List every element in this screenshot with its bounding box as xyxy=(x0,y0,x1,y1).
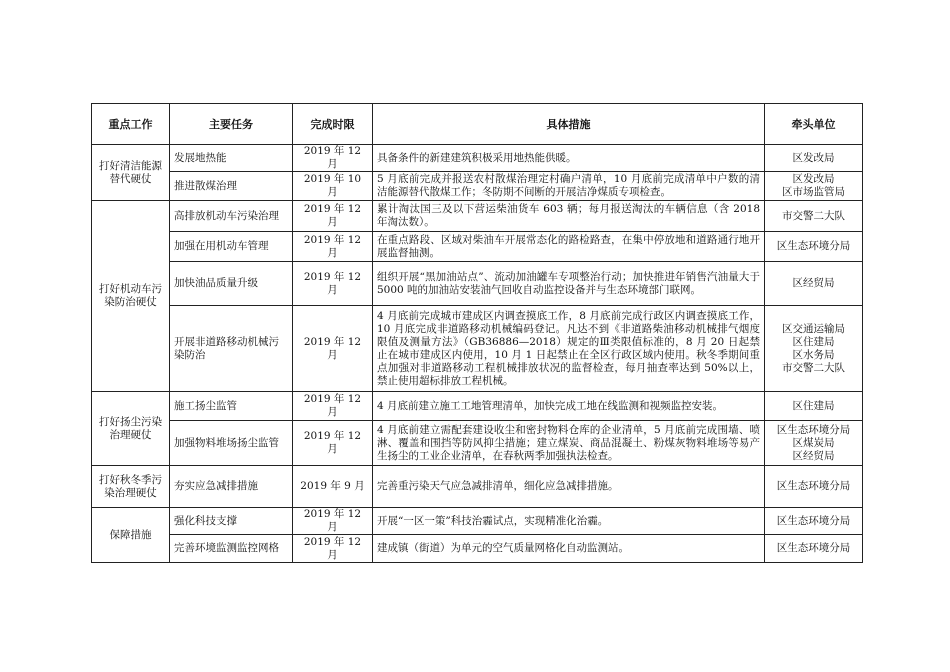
header-lead-unit: 牵头单位 xyxy=(765,104,863,145)
measure-cell: 在重点路段、区域对柴油车开展常态化的路检路查，在集中停放地和道路通行地开展监督抽测。 xyxy=(373,232,765,262)
lead-unit: 区煤炭局 xyxy=(792,436,835,449)
lead-unit: 区水务局 xyxy=(792,348,835,361)
measures-table xyxy=(91,103,863,563)
measure-cell: 4 月底前建立需配套建设收尘和密封物料仓库的企业清单，5 月底前完成围墙、喷淋、覆盖和围挡等防风抑尘措施；建立煤炭、商品混凝土、粉煤灰物料堆场等易产生扬尘的工业企业清单，在春秋两季加强执法检查。 xyxy=(373,421,765,466)
lead-cell xyxy=(765,508,863,535)
task-cell: 夯实应急减排措施 xyxy=(170,466,293,508)
lead-unit: 区生态环境分局 xyxy=(776,240,851,252)
measure-cell: 完善重污染天气应急减排清单，细化应急减排措施。 xyxy=(373,466,765,508)
deadline-cell: 2019 年 12 月 xyxy=(293,535,373,563)
deadline-cell: 2019 年 12 月 xyxy=(293,508,373,535)
lead-unit: 区交通运输局 xyxy=(782,322,845,335)
lead-cell xyxy=(765,262,863,306)
task-cell: 施工扬尘监管 xyxy=(170,392,293,421)
deadline-cell: 2019 年 12 月 xyxy=(293,145,373,172)
header-measures: 具体措施 xyxy=(373,104,765,145)
group-name: 保障措施 xyxy=(92,508,170,563)
measure-cell: 开展“一区一策”科技治霾试点，实现精准化治霾。 xyxy=(373,508,765,535)
deadline-cell: 2019 年 9 月 xyxy=(293,466,373,508)
lead-cell xyxy=(765,306,863,392)
lead-cell xyxy=(765,201,863,232)
table-row xyxy=(92,306,863,392)
table-row xyxy=(92,201,863,232)
lead-unit: 区经贸局 xyxy=(792,277,835,289)
header-row xyxy=(92,104,863,145)
lead-cell xyxy=(765,172,863,201)
task-cell: 强化科技支撑 xyxy=(170,508,293,535)
table-row xyxy=(92,232,863,262)
table-row xyxy=(92,535,863,563)
table-row xyxy=(92,145,863,172)
measure-cell: 4 月底前完成城市建成区内调查摸底工作，8 月底前完成行政区内调查摸底工作，10 月底完成非道路移动机械编码登记。凡达不到《非道路柴油移动机械排气烟度限值及测量方法》（GB36886—2018）规定的Ⅲ类限值标准的，8 月 20 日起禁止在城市建成区内使用，10 月 1 日起禁止在全区行政区域内使用。秋冬季期间重点加强对非道路移动工程机械排放状况的监督检查，每月抽查率达到 50%以上，禁止使用超标排放工程机械。 xyxy=(373,306,765,392)
measure-cell: 累计淘汰国三及以下营运柴油货车 603 辆；每月报送淘汰的车辆信息（含 2018 年淘汰数）。 xyxy=(373,201,765,232)
lead-unit: 区生态环境分局 xyxy=(776,480,851,492)
table-row xyxy=(92,262,863,306)
lead-unit: 区生态环境分局 xyxy=(776,423,851,436)
header-main-task: 主要任务 xyxy=(170,104,293,145)
task-cell: 发展地热能 xyxy=(170,145,293,172)
deadline-cell: 2019 年 12 月 xyxy=(293,232,373,262)
task-cell: 完善环境监测监控网格 xyxy=(170,535,293,563)
deadline-cell: 2019 年 12 月 xyxy=(293,201,373,232)
lead-cell xyxy=(765,392,863,421)
group-name: 打好机动车污染防治硬仗 xyxy=(92,201,170,392)
lead-unit: 市交警二大队 xyxy=(782,361,845,374)
task-cell: 开展非道路移动机械污染防治 xyxy=(170,306,293,392)
table-row xyxy=(92,508,863,535)
table-row xyxy=(92,466,863,508)
lead-unit: 区生态环境分局 xyxy=(776,542,851,554)
lead-cell xyxy=(765,466,863,508)
lead-unit: 市交警二大队 xyxy=(782,209,845,222)
lead-cell xyxy=(765,535,863,563)
measure-cell: 4 月底前建立施工工地管理清单，加快完成工地在线监测和视频监控安装。 xyxy=(373,392,765,421)
table-row xyxy=(92,172,863,201)
lead-unit: 区生态环境分局 xyxy=(776,514,851,527)
header-deadline: 完成时限 xyxy=(293,104,373,145)
deadline-cell: 2019 年 12 月 xyxy=(293,262,373,306)
lead-unit: 区发改局 xyxy=(792,173,835,185)
task-cell: 加强物料堆场扬尘监管 xyxy=(170,421,293,466)
measure-cell: 组织开展“黑加油站点”、流动加油罐车专项整治行动；加快推进年销售汽油量大于 5000 吨的加油站安装油气回收自动监控设备并与生态环境部门联网。 xyxy=(373,262,765,306)
task-cell: 高排放机动车污染治理 xyxy=(170,201,293,232)
group-name: 打好秋冬季污染治理硬仗 xyxy=(92,466,170,508)
lead-cell xyxy=(765,232,863,262)
deadline-cell: 2019 年 12 月 xyxy=(293,392,373,421)
lead-unit: 区经贸局 xyxy=(792,449,835,462)
group-name: 打好清洁能源替代硬仗 xyxy=(92,145,170,201)
lead-cell xyxy=(765,421,863,466)
lead-unit: 区住建局 xyxy=(792,399,835,412)
task-cell: 推进散煤治理 xyxy=(170,172,293,201)
measure-cell: 5 月底前完成并报送农村散煤治理定村确户清单，10 月底前完成清单中户数的清洁能源替代散煤工作；冬防期不间断的开展洁净煤质专项检查。 xyxy=(373,172,765,201)
measure-cell: 具备条件的新建建筑积极采用地热能供暖。 xyxy=(373,145,765,172)
deadline-cell: 2019 年 10 月 xyxy=(293,172,373,201)
deadline-cell: 2019 年 12 月 xyxy=(293,421,373,466)
deadline-cell: 2019 年 12 月 xyxy=(293,306,373,392)
measure-cell: 建成镇（街道）为单元的空气质量网格化自动监测站。 xyxy=(373,535,765,563)
lead-unit: 区市场监管局 xyxy=(782,186,845,198)
lead-unit: 区住建局 xyxy=(792,335,835,348)
table-row xyxy=(92,392,863,421)
task-cell: 加快油品质量升级 xyxy=(170,262,293,306)
lead-cell xyxy=(765,145,863,172)
table-row xyxy=(92,421,863,466)
header-key-work: 重点工作 xyxy=(92,104,170,145)
lead-unit: 区发改局 xyxy=(792,151,835,164)
task-cell: 加强在用机动车管理 xyxy=(170,232,293,262)
group-name: 打好扬尘污染治理硬仗 xyxy=(92,392,170,466)
